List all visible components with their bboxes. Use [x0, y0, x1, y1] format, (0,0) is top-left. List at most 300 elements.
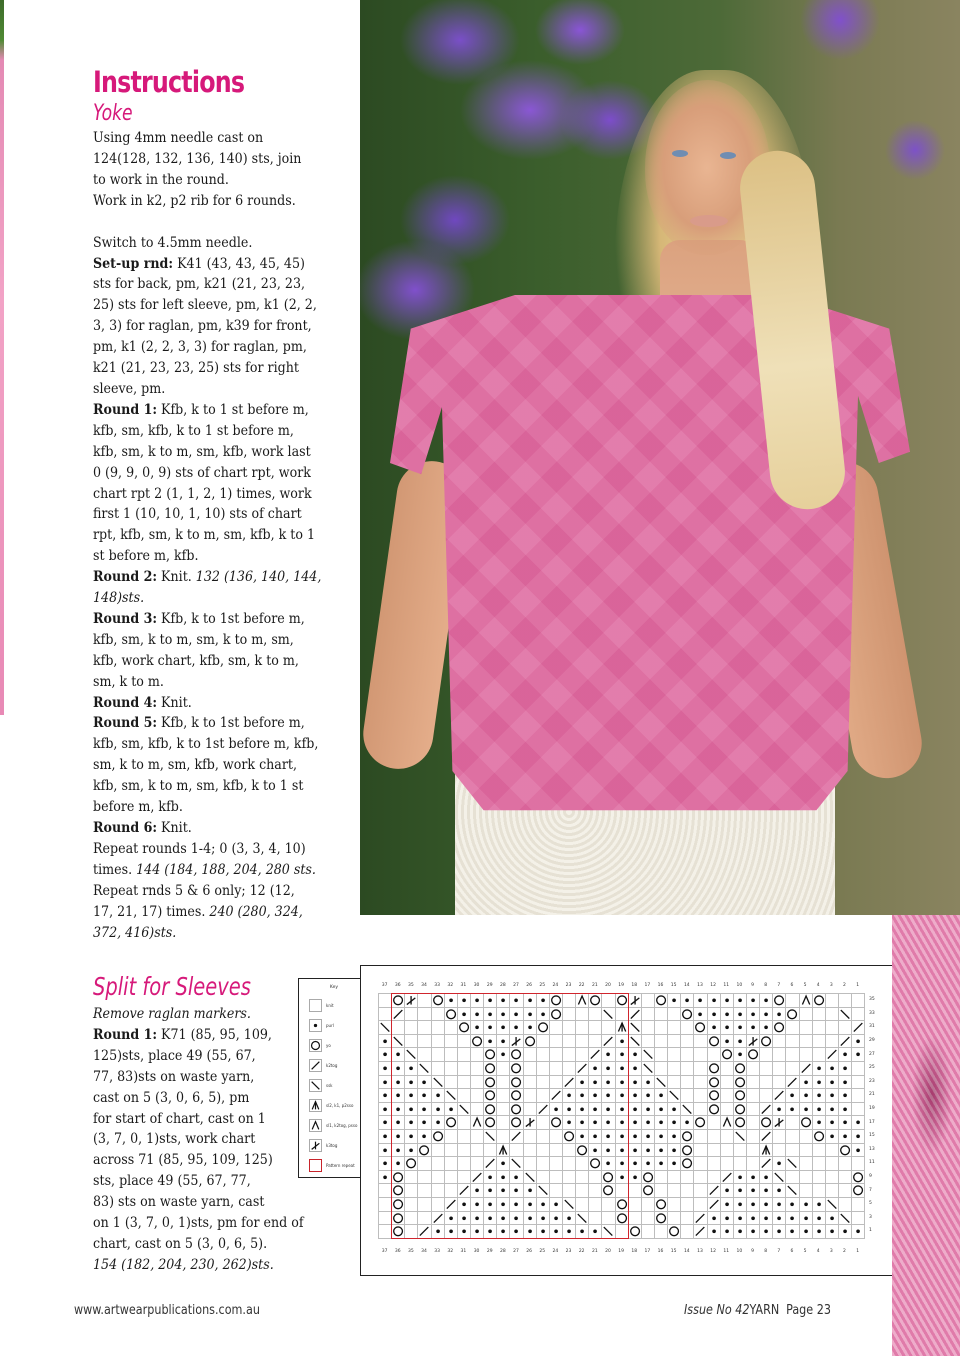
chart-cell — [550, 1225, 563, 1239]
text-line: kfb, sm, k to m, sm, kfb, k to 1 st — [93, 778, 304, 795]
chart-cell — [471, 1212, 484, 1226]
chart-cell — [418, 1103, 431, 1117]
chart-cell — [616, 1048, 629, 1062]
chart-cell — [392, 994, 405, 1008]
footer-issue — [684, 1303, 831, 1318]
chart-cell — [694, 1008, 707, 1022]
chart-cell — [576, 1130, 589, 1144]
text-line: sm, k to m. — [93, 673, 164, 690]
chart-cell — [432, 1116, 445, 1130]
chart-cell — [629, 1103, 642, 1117]
chart-cell — [773, 1130, 786, 1144]
chart-cell — [537, 1103, 550, 1117]
chart-cell — [852, 1212, 865, 1226]
chart-cell — [458, 1076, 471, 1090]
text-line: across 71 (85, 95, 109, 125) — [93, 1152, 273, 1169]
chart-cell — [826, 1212, 839, 1226]
chart-cell — [642, 1212, 655, 1226]
chart-cell — [786, 1103, 799, 1117]
chart-cell — [694, 1062, 707, 1076]
chart-cell — [642, 1008, 655, 1022]
chart-cell — [734, 1130, 747, 1144]
chart-cell — [432, 1089, 445, 1103]
chart-cell — [524, 1062, 537, 1076]
chart-cell — [629, 1157, 642, 1171]
chart-cell — [655, 1130, 668, 1144]
chart-cell — [813, 1116, 826, 1130]
chart-cell — [602, 1157, 615, 1171]
chart-cell — [773, 1212, 786, 1226]
chart-cell — [471, 1076, 484, 1090]
chart-cell — [392, 1130, 405, 1144]
chart-cell — [589, 1157, 602, 1171]
chart-cell — [576, 1035, 589, 1049]
chart-cell — [655, 1048, 668, 1062]
chart-cell — [708, 1184, 721, 1198]
chart-cell — [432, 1076, 445, 1090]
chart-cell — [589, 1116, 602, 1130]
chart-cell — [392, 1198, 405, 1212]
chart-cell — [392, 1225, 405, 1239]
chart-cell — [721, 1048, 734, 1062]
chart-cell — [800, 1198, 813, 1212]
chart-cell — [550, 1171, 563, 1185]
chart-cell — [589, 1103, 602, 1117]
chart-cell — [839, 994, 852, 1008]
text-line: Round 1: K71 (85, 95, 109, — [93, 1026, 272, 1043]
chart-cell — [786, 1225, 799, 1239]
chart-cell — [655, 1103, 668, 1117]
photo-lips — [690, 215, 728, 227]
chart-cell — [734, 1089, 747, 1103]
chart-cell — [642, 1116, 655, 1130]
chart-cell — [747, 1021, 760, 1035]
chart-cell — [432, 1130, 445, 1144]
chart-cell — [576, 1212, 589, 1226]
chart-cell — [813, 1035, 826, 1049]
chart-cell — [537, 1076, 550, 1090]
chart-cell — [694, 1144, 707, 1158]
chart-cell — [524, 1048, 537, 1062]
chart-cell — [655, 1198, 668, 1212]
chart-cell — [800, 1171, 813, 1185]
chart-cell — [602, 1062, 615, 1076]
chart-cell — [616, 1008, 629, 1022]
chart-cell — [616, 1198, 629, 1212]
text-line: to work in the round. — [93, 171, 229, 188]
chart-cell — [694, 1035, 707, 1049]
chart-cell — [747, 1062, 760, 1076]
chart-cell — [721, 1157, 734, 1171]
chart-cell — [681, 1212, 694, 1226]
chart-cell — [681, 1076, 694, 1090]
page-number: Page 23 — [786, 1303, 831, 1318]
text-line: cast on 5 (3, 0, 6, 5), pm — [93, 1089, 250, 1106]
chart-cell — [497, 994, 510, 1008]
key-item — [309, 1159, 355, 1172]
chart-cell — [642, 1021, 655, 1035]
chart-cell — [786, 1062, 799, 1076]
chart-cell — [773, 994, 786, 1008]
chart-cell — [668, 1048, 681, 1062]
chart-cell — [510, 1130, 523, 1144]
chart-cell — [405, 1130, 418, 1144]
chart-cell — [708, 1021, 721, 1035]
chart-cell — [642, 1089, 655, 1103]
chart-cell — [708, 994, 721, 1008]
chart-cell — [773, 1184, 786, 1198]
chart-cell — [786, 1130, 799, 1144]
chart-cell — [602, 1008, 615, 1022]
chart-cell — [642, 1184, 655, 1198]
chart-cell — [721, 1076, 734, 1090]
yoke-steps — [93, 254, 344, 839]
chart-cell — [694, 1103, 707, 1117]
chart-cell — [497, 1198, 510, 1212]
chart-cell — [708, 1089, 721, 1103]
key-label: yo — [326, 1043, 331, 1048]
chart-cell — [708, 1212, 721, 1226]
chart-cell — [471, 1089, 484, 1103]
chart-cell — [616, 1021, 629, 1035]
chart-cell — [694, 1076, 707, 1090]
chart-cell — [642, 1076, 655, 1090]
key-symbol-icon — [309, 1159, 322, 1172]
chart-cell — [747, 1130, 760, 1144]
chart-cell — [721, 1144, 734, 1158]
chart-cell — [681, 1103, 694, 1117]
chart-cell — [497, 1225, 510, 1239]
key-item — [309, 1039, 331, 1052]
chart-cell — [616, 1062, 629, 1076]
chart-cell — [616, 1157, 629, 1171]
chart-cell — [589, 994, 602, 1008]
chart-cell — [576, 1089, 589, 1103]
chart-cell — [379, 1130, 392, 1144]
chart-cell — [484, 994, 497, 1008]
chart-cell — [550, 1062, 563, 1076]
chart-cell — [550, 1116, 563, 1130]
chart-cell — [642, 1062, 655, 1076]
text-line: Round 1: Kfb, k to 1 st before m, — [93, 401, 309, 418]
text-line: Set-up rnd: K41 (43, 43, 45, 45) — [93, 255, 305, 272]
chart-cell — [839, 1062, 852, 1076]
chart-cell — [773, 1198, 786, 1212]
chart-cell — [721, 994, 734, 1008]
chart-cell — [418, 1157, 431, 1171]
chart-cell — [418, 1225, 431, 1239]
chart-cell — [813, 1103, 826, 1117]
chart-cell — [642, 1103, 655, 1117]
chart-cell — [589, 1048, 602, 1062]
chart-cell — [418, 1212, 431, 1226]
chart-cell — [392, 1076, 405, 1090]
chart-cell — [694, 1212, 707, 1226]
chart-cell — [497, 1035, 510, 1049]
chart-cell — [852, 1008, 865, 1022]
chart-cell — [629, 1035, 642, 1049]
text-line: kfb, sm, kfb, k to 1 st before m, — [93, 422, 294, 439]
chart-cell — [747, 1198, 760, 1212]
chart-cell — [510, 1062, 523, 1076]
chart-cell — [392, 1171, 405, 1185]
chart-cell — [616, 1035, 629, 1049]
chart-cell — [773, 1116, 786, 1130]
text-line: Switch to 4.5mm needle. — [93, 234, 253, 251]
chart-cell — [589, 1144, 602, 1158]
chart-cell — [813, 1198, 826, 1212]
chart-cell — [602, 1035, 615, 1049]
chart-cell — [418, 1171, 431, 1185]
chart-cell — [445, 1157, 458, 1171]
chart-cell — [839, 1089, 852, 1103]
chart-cell — [734, 1171, 747, 1185]
chart-cell — [773, 1225, 786, 1239]
chart-cell — [405, 1008, 418, 1022]
chart-cell — [602, 1089, 615, 1103]
chart-cell — [524, 1008, 537, 1022]
chart-cell — [629, 1130, 642, 1144]
chart-cell — [602, 1076, 615, 1090]
chart-cell — [800, 1089, 813, 1103]
chart-cell — [694, 1130, 707, 1144]
chart-cell — [563, 1130, 576, 1144]
text-line: 77, 83)sts on waste yarn, — [93, 1068, 255, 1085]
chart-cell — [563, 1157, 576, 1171]
chart-cell — [432, 1225, 445, 1239]
chart-cell — [379, 1048, 392, 1062]
split-sleeves-column — [93, 970, 333, 1276]
chart-cell — [405, 1048, 418, 1062]
magazine-name: YARN — [749, 1303, 780, 1318]
chart-cell — [800, 1076, 813, 1090]
chart-cell — [839, 1157, 852, 1171]
chart-cell — [629, 1021, 642, 1035]
chart-cell — [747, 1048, 760, 1062]
chart-cell — [510, 1157, 523, 1171]
chart-cell — [668, 1116, 681, 1130]
chart-cell — [616, 1076, 629, 1090]
chart-cell — [734, 1035, 747, 1049]
chart-cell — [813, 1144, 826, 1158]
chart-cell — [550, 1089, 563, 1103]
chart-cell — [813, 1212, 826, 1226]
chart-cell — [629, 1089, 642, 1103]
chart-cell — [747, 1089, 760, 1103]
chart-cell — [760, 1198, 773, 1212]
chart-cell — [405, 1212, 418, 1226]
text-line: on 1 (3, 7, 0, 1)sts, pm for end of — [93, 1215, 304, 1232]
chart-cell — [813, 1184, 826, 1198]
chart-cell — [576, 1103, 589, 1117]
chart-cell — [642, 1157, 655, 1171]
chart-cell — [655, 1008, 668, 1022]
chart-cell — [563, 1021, 576, 1035]
chart-cell — [839, 1021, 852, 1035]
chart-cell — [405, 1103, 418, 1117]
chart-cell — [786, 1008, 799, 1022]
chart-cell — [747, 1171, 760, 1185]
chart-cell — [418, 1130, 431, 1144]
chart-cell — [826, 1144, 839, 1158]
chart-cell — [418, 1008, 431, 1022]
chart-cell — [576, 1225, 589, 1239]
chart-cell — [379, 1062, 392, 1076]
chart-cell — [510, 1198, 523, 1212]
chart-cell — [668, 1062, 681, 1076]
chart-cell — [826, 1035, 839, 1049]
chart-cell — [747, 1008, 760, 1022]
chart-cell — [708, 1225, 721, 1239]
chart-cell — [839, 1103, 852, 1117]
chart-cell — [497, 1157, 510, 1171]
chart-cell — [839, 1198, 852, 1212]
photo-eye — [720, 152, 736, 159]
chart-cell — [445, 1212, 458, 1226]
chart-cell — [760, 1008, 773, 1022]
chart-cell — [681, 994, 694, 1008]
chart-cell — [418, 1021, 431, 1035]
chart-cell — [616, 1116, 629, 1130]
footer-url[interactable]: www.artwearpublications.com.au — [74, 1303, 260, 1318]
chart-cell — [379, 1144, 392, 1158]
chart-cell — [629, 1048, 642, 1062]
chart-cell — [708, 1116, 721, 1130]
chart-cell — [734, 1062, 747, 1076]
chart-cell — [563, 1103, 576, 1117]
chart-cell — [432, 1198, 445, 1212]
chart-cell — [602, 1184, 615, 1198]
chart-cell — [826, 1198, 839, 1212]
chart-cell — [484, 1130, 497, 1144]
chart-cell — [642, 1035, 655, 1049]
chart-cell — [813, 1048, 826, 1062]
chart-cell — [616, 994, 629, 1008]
chart-cell — [510, 1225, 523, 1239]
chart-cell — [826, 1089, 839, 1103]
chart-cell — [694, 1184, 707, 1198]
chart-cell — [681, 1130, 694, 1144]
chart-cell — [379, 1103, 392, 1117]
chart-cell — [616, 1130, 629, 1144]
chart-cell — [747, 1116, 760, 1130]
chart-cell — [458, 1198, 471, 1212]
chart-cell — [432, 1171, 445, 1185]
chart-cell — [734, 1225, 747, 1239]
chart-cell — [550, 1184, 563, 1198]
text-line: sleeve, pm. — [93, 380, 166, 397]
chart-cell — [800, 1035, 813, 1049]
chart-cell — [405, 1062, 418, 1076]
chart-cell — [589, 1062, 602, 1076]
chart-cell — [668, 1130, 681, 1144]
chart-cell — [668, 1008, 681, 1022]
chart-cell — [852, 1184, 865, 1198]
chart-cell — [445, 1089, 458, 1103]
chart-cell — [747, 1035, 760, 1049]
chart-cell — [826, 1048, 839, 1062]
chart-cell — [379, 1225, 392, 1239]
chart-cell — [694, 1021, 707, 1035]
text-line: 125)sts, place 49 (55, 67, — [93, 1047, 256, 1064]
chart-cell — [694, 994, 707, 1008]
chart-cell — [668, 1212, 681, 1226]
chart-cell — [813, 994, 826, 1008]
chart-cell — [681, 1035, 694, 1049]
chart-cell — [576, 1008, 589, 1022]
chart-cell — [550, 1076, 563, 1090]
chart-cell — [379, 1184, 392, 1198]
chart-cell — [405, 1198, 418, 1212]
model-photo — [360, 0, 960, 915]
chart-cell — [392, 1184, 405, 1198]
chart-cell — [800, 1225, 813, 1239]
chart-cell — [432, 1008, 445, 1022]
chart-cell — [563, 1048, 576, 1062]
chart-cell — [734, 1157, 747, 1171]
chart-cell — [418, 1116, 431, 1130]
chart-cell — [760, 1103, 773, 1117]
chart-cell — [458, 1035, 471, 1049]
chart-cell — [826, 1008, 839, 1022]
key-label: ssk — [326, 1083, 333, 1088]
chart-cell — [379, 1171, 392, 1185]
chart-cell — [721, 1171, 734, 1185]
chart-cell — [721, 1062, 734, 1076]
chart-cell — [681, 1171, 694, 1185]
chart-cell — [786, 1116, 799, 1130]
chart-cell — [405, 1171, 418, 1185]
chart-cell — [616, 1103, 629, 1117]
chart-cell — [800, 1116, 813, 1130]
chart-cell — [458, 1089, 471, 1103]
chart-cell — [484, 1225, 497, 1239]
chart-cell — [760, 1171, 773, 1185]
chart-cell — [734, 1048, 747, 1062]
chart-cell — [747, 1184, 760, 1198]
chart-cell — [524, 1144, 537, 1158]
chart-cell — [405, 1076, 418, 1090]
chart-cell — [510, 1035, 523, 1049]
chart-cell — [786, 1035, 799, 1049]
chart-cell — [405, 1089, 418, 1103]
chart-cell — [708, 1035, 721, 1049]
chart-cell — [852, 1116, 865, 1130]
chart-cell — [813, 1225, 826, 1239]
chart-cell — [537, 1062, 550, 1076]
text-line: 17, 21, 17) times. 240 (280, 324, — [93, 903, 303, 920]
chart-cell — [826, 1021, 839, 1035]
chart-cell — [432, 1144, 445, 1158]
chart-cell — [563, 1062, 576, 1076]
chart-cell — [589, 1198, 602, 1212]
chart-cell — [471, 1062, 484, 1076]
chart-cell — [786, 1144, 799, 1158]
chart-cell — [681, 1116, 694, 1130]
chart-cell — [655, 1116, 668, 1130]
chart-cell — [589, 1021, 602, 1035]
chart-cell — [497, 1062, 510, 1076]
chart-cell — [813, 1089, 826, 1103]
chart-cell — [471, 994, 484, 1008]
chart-cell — [418, 1198, 431, 1212]
key-symbol-icon — [309, 1079, 322, 1092]
chart-cell — [760, 1130, 773, 1144]
chart-cell — [576, 1198, 589, 1212]
chart-cell — [589, 1089, 602, 1103]
chart-cell — [813, 1076, 826, 1090]
photo-eye — [672, 150, 688, 157]
